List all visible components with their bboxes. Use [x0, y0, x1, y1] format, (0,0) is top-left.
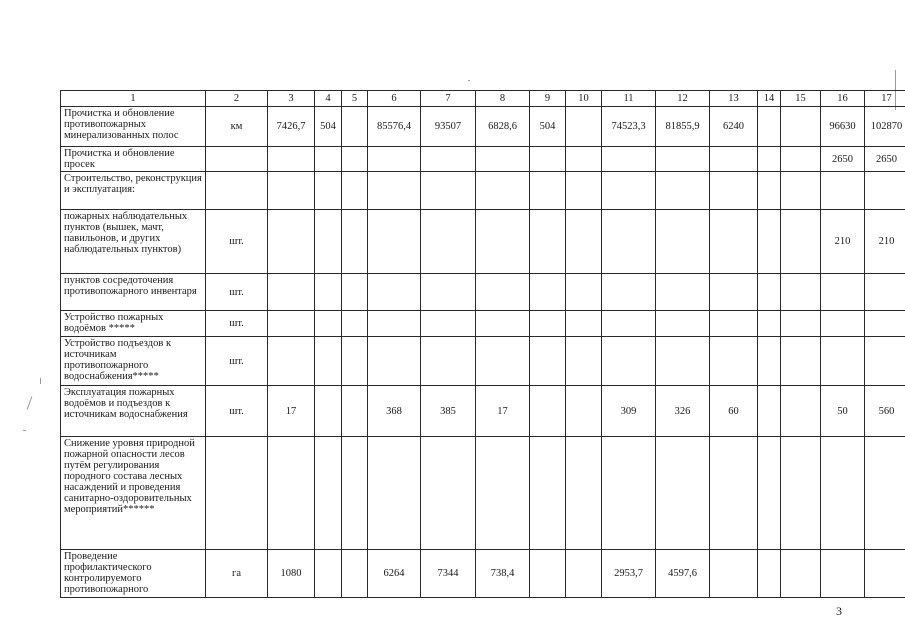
table-cell [368, 437, 421, 550]
table-cell [268, 172, 315, 210]
table-cell [710, 311, 758, 337]
table-cell [821, 274, 865, 311]
table-cell: шт. [206, 210, 268, 274]
column-header: 14 [758, 91, 781, 107]
table-cell [602, 311, 656, 337]
table-cell [781, 210, 821, 274]
table-cell [710, 337, 758, 386]
table-row [61, 437, 905, 550]
table-cell [368, 172, 421, 210]
table-cell [421, 210, 476, 274]
table-cell [710, 210, 758, 274]
table-cell [758, 386, 781, 437]
table-cell [421, 274, 476, 311]
table-cell [566, 437, 602, 550]
table-cell [530, 172, 566, 210]
table-cell: 50 [821, 386, 865, 437]
table-cell [421, 172, 476, 210]
table-cell [821, 337, 865, 386]
table-cell: шт. [206, 274, 268, 311]
table-cell [530, 274, 566, 311]
table-cell [781, 337, 821, 386]
column-header: 12 [656, 91, 710, 107]
table-cell [710, 172, 758, 210]
table-cell [315, 437, 342, 550]
column-header: 13 [710, 91, 758, 107]
table-cell [566, 107, 602, 147]
table-cell [476, 210, 530, 274]
column-header: 17 [865, 91, 905, 107]
table-cell [602, 274, 656, 311]
table-cell: 7344 [421, 550, 476, 598]
row-label-cell: Прочистка и обновление противопожарных минерализованных полос [61, 107, 206, 147]
table-cell [566, 337, 602, 386]
table-cell [758, 311, 781, 337]
table-cell [566, 147, 602, 172]
table-cell [602, 172, 656, 210]
table-cell [342, 274, 368, 311]
table-cell: 2650 [865, 147, 905, 172]
table-row [61, 386, 905, 437]
row-label-cell: пожарных наблюдательных пунктов (вышек, мачт, павильонов, и других наблюдательных пунктов) [61, 210, 206, 274]
table-row [61, 550, 905, 598]
table-cell [758, 147, 781, 172]
column-header: 11 [602, 91, 656, 107]
table-cell: 738,4 [476, 550, 530, 598]
table-cell [342, 172, 368, 210]
table-cell: 81855,9 [656, 107, 710, 147]
table-cell: шт. [206, 311, 268, 337]
table-cell: 102870 [865, 107, 905, 147]
column-header: 4 [315, 91, 342, 107]
table-cell [710, 550, 758, 598]
table-cell [781, 147, 821, 172]
column-header: 16 [821, 91, 865, 107]
table-cell [602, 147, 656, 172]
table-cell: 4597,6 [656, 550, 710, 598]
table-cell: 7426,7 [268, 107, 315, 147]
table-cell [656, 437, 710, 550]
table-cell [781, 437, 821, 550]
column-header: 10 [566, 91, 602, 107]
table-cell [268, 311, 315, 337]
table-cell [656, 337, 710, 386]
column-header: 6 [368, 91, 421, 107]
table-cell [342, 337, 368, 386]
table-cell: 560 [865, 386, 905, 437]
page-number: 3 [836, 604, 842, 618]
row-label-cell: Снижение уровня природной пожарной опасности лесов путём регулирования породного состава лесных насаждений и проведения санитарно-оздоровительных мероприятий****** [61, 437, 206, 550]
table-cell [476, 274, 530, 311]
table-cell [865, 274, 905, 311]
table-cell [368, 311, 421, 337]
column-header: 9 [530, 91, 566, 107]
table-cell: 93507 [421, 107, 476, 147]
table-cell [865, 550, 905, 598]
table-cell: 504 [315, 107, 342, 147]
table-cell [530, 550, 566, 598]
table-cell: км [206, 107, 268, 147]
header-row [61, 91, 905, 107]
table-cell [530, 386, 566, 437]
table-row [61, 311, 905, 337]
table-cell: шт. [206, 386, 268, 437]
table-cell: 60 [710, 386, 758, 437]
table-cell [758, 550, 781, 598]
table-cell [342, 147, 368, 172]
table-cell: 210 [821, 210, 865, 274]
table-cell [781, 274, 821, 311]
column-header: 15 [781, 91, 821, 107]
table-cell [602, 337, 656, 386]
table-cell [268, 437, 315, 550]
table-cell [821, 437, 865, 550]
table-cell [758, 274, 781, 311]
table-cell [566, 386, 602, 437]
table-cell: 326 [656, 386, 710, 437]
table-cell: 309 [602, 386, 656, 437]
scan-artifact [23, 430, 26, 431]
table-cell [710, 274, 758, 311]
row-label-cell: Проведение профилактического контролируемого противопожарного [61, 550, 206, 598]
table-cell [315, 337, 342, 386]
table-cell [268, 147, 315, 172]
table-cell [268, 210, 315, 274]
table-cell [758, 172, 781, 210]
table-cell [315, 147, 342, 172]
table-cell [342, 437, 368, 550]
table-cell [865, 437, 905, 550]
table-cell [758, 107, 781, 147]
table-cell [206, 147, 268, 172]
table-cell: 85576,4 [368, 107, 421, 147]
table-cell [656, 274, 710, 311]
table-cell [342, 107, 368, 147]
table-cell [781, 550, 821, 598]
table-cell: 6264 [368, 550, 421, 598]
column-header: 8 [476, 91, 530, 107]
table-cell [758, 337, 781, 386]
table-row [61, 172, 905, 210]
table-cell [656, 172, 710, 210]
table-cell [315, 386, 342, 437]
table-cell [656, 147, 710, 172]
table-cell: 504 [530, 107, 566, 147]
table-cell [315, 210, 342, 274]
table-cell [268, 274, 315, 311]
table-cell [530, 437, 566, 550]
table-cell [421, 147, 476, 172]
table-cell: 17 [268, 386, 315, 437]
table-cell [368, 274, 421, 311]
table-cell: 74523,3 [602, 107, 656, 147]
table-cell: 17 [476, 386, 530, 437]
table-cell: 2650 [821, 147, 865, 172]
table-cell [821, 550, 865, 598]
table-cell [656, 311, 710, 337]
table-cell [476, 172, 530, 210]
table-cell: 96630 [821, 107, 865, 147]
table-cell [821, 172, 865, 210]
table-cell: 6828,6 [476, 107, 530, 147]
table-cell [268, 337, 315, 386]
table-cell [421, 437, 476, 550]
column-header: 3 [268, 91, 315, 107]
table-cell [342, 311, 368, 337]
table-cell: 385 [421, 386, 476, 437]
table-cell [566, 274, 602, 311]
table-cell [368, 147, 421, 172]
table-cell [781, 311, 821, 337]
table-cell [566, 210, 602, 274]
table-cell [476, 147, 530, 172]
table-cell [710, 437, 758, 550]
table-cell [758, 210, 781, 274]
row-label-cell: пунктов сосредоточения противопожарного инвентаря [61, 274, 206, 311]
table-cell [342, 386, 368, 437]
table-cell [865, 337, 905, 386]
table-row [61, 210, 905, 274]
column-header: 7 [421, 91, 476, 107]
table-cell [781, 172, 821, 210]
column-header: 1 [61, 91, 206, 107]
table-cell [602, 210, 656, 274]
column-header: 2 [206, 91, 268, 107]
table-cell [530, 210, 566, 274]
table-cell [476, 337, 530, 386]
table-row [61, 107, 905, 147]
table-cell [421, 337, 476, 386]
table-cell [421, 311, 476, 337]
table-cell [821, 311, 865, 337]
table-cell [865, 311, 905, 337]
table-cell [368, 210, 421, 274]
table-cell [342, 210, 368, 274]
table-cell [656, 210, 710, 274]
table-row [61, 274, 905, 311]
column-header: 5 [342, 91, 368, 107]
table-cell [602, 437, 656, 550]
table-cell [206, 172, 268, 210]
scan-artifact [468, 80, 470, 81]
table-row [61, 147, 905, 172]
table-cell [530, 311, 566, 337]
table-cell [566, 172, 602, 210]
scan-artifact [40, 378, 41, 384]
table-cell: 210 [865, 210, 905, 274]
row-label-cell: Устройство пожарных водоёмов ***** [61, 311, 206, 337]
table-cell [206, 437, 268, 550]
table-cell [566, 550, 602, 598]
row-label-cell: Строительство, реконструкция и эксплуатация: [61, 172, 206, 210]
table-cell: га [206, 550, 268, 598]
table-cell [315, 311, 342, 337]
table-cell: 1080 [268, 550, 315, 598]
table-cell: шт. [206, 337, 268, 386]
table-row [61, 337, 905, 386]
table-cell [368, 337, 421, 386]
row-label-cell: Устройство подъездов к источникам противопожарного водоснабжения***** [61, 337, 206, 386]
table-cell [315, 550, 342, 598]
row-label-cell: Эксплуатация пожарных водоёмов и подъездов к источникам водоснабжения [61, 386, 206, 437]
table-cell [315, 172, 342, 210]
scan-artifact [27, 396, 33, 409]
table-cell [865, 172, 905, 210]
table-cell: 6240 [710, 107, 758, 147]
table-cell [781, 386, 821, 437]
table-cell [781, 107, 821, 147]
table-cell [315, 274, 342, 311]
table-cell [476, 437, 530, 550]
table-cell: 2953,7 [602, 550, 656, 598]
table-cell [530, 337, 566, 386]
table-cell [342, 550, 368, 598]
data-table [60, 90, 905, 598]
table-cell [530, 147, 566, 172]
table-cell: 368 [368, 386, 421, 437]
table-cell [710, 147, 758, 172]
row-label-cell: Прочистка и обновление просек [61, 147, 206, 172]
table-cell [476, 311, 530, 337]
table-cell [566, 311, 602, 337]
table-cell [758, 437, 781, 550]
